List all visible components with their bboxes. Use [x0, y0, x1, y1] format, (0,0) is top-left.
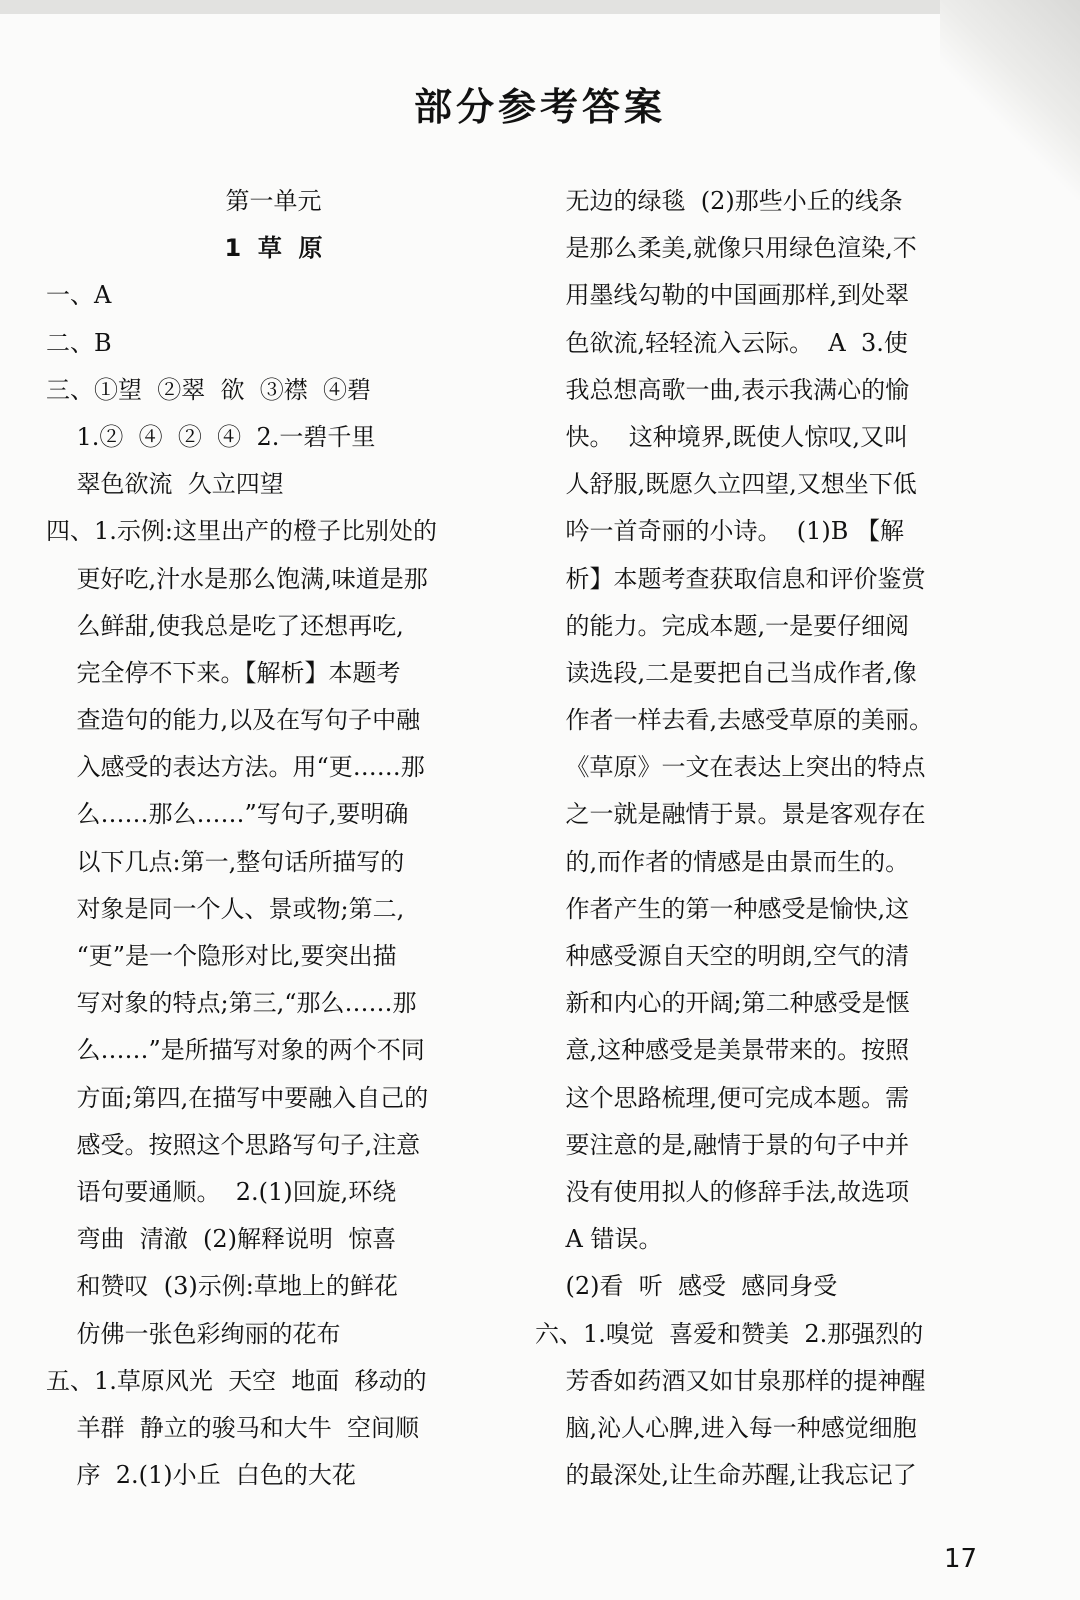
page-number: 17: [944, 1544, 978, 1574]
text-line: 么鲜甜,使我总是吃了还想再吃,: [46, 611, 404, 640]
scan-top-band: [0, 0, 1080, 14]
text-line: 我总想高歌一曲,表示我满心的愉: [535, 375, 910, 404]
page-title: 部分参考答案: [413, 85, 666, 129]
text-line: 的最深处,让生命苏醒,让我忘记了: [535, 1461, 917, 1490]
text-line: 方面;第四,在描写中要融入自己的: [46, 1083, 429, 1112]
text-line: 作者产生的第一种感受是愉快,这: [535, 894, 910, 923]
text-line: 《草原》一文在表达上突出的特点: [535, 753, 926, 782]
text-line: 1.② ④ ② ④ 2.一碧千里: [46, 422, 376, 451]
text-line: 快。 这种境界,既使人惊叹,又叫: [535, 422, 909, 451]
text-line: 仿佛一张色彩绚丽的花布: [46, 1319, 341, 1348]
text-line: 没有使用拟人的修辞手法,故选项: [535, 1177, 910, 1206]
text-line: 脑,沁人心脾,进入每一种感觉细胞: [535, 1413, 917, 1442]
text-line: 要注意的是,融情于景的句子中并: [535, 1130, 910, 1159]
text-line: 析】本题考查获取信息和评价鉴赏: [535, 564, 926, 593]
text-line: 和赞叹 (3)示例:草地上的鲜花: [46, 1272, 398, 1301]
right-column: [535, 178, 985, 1499]
text-line: 弯曲 清澈 (2)解释说明 惊喜: [46, 1225, 397, 1254]
text-line: 四、1.示例:这里出产的橙子比别处的: [46, 517, 437, 546]
text-line: 第一单元: [225, 187, 322, 215]
text-line: 读选段,二是要把自己当成作者,像: [535, 658, 917, 687]
text-line: 种感受源自天空的明朗,空气的清: [535, 942, 910, 970]
text-line: 序 2.(1)小丘 白色的大花: [46, 1461, 356, 1490]
text-line: 对象是同一个人、景或物;第二,: [46, 894, 405, 923]
text-line: 五、1.草原风光 天空 地面 移动的: [46, 1366, 427, 1395]
text-line: 感受。按照这个思路写句子,注意: [46, 1130, 421, 1159]
text-line: 查造句的能力,以及在写句子中融: [46, 706, 421, 735]
text-line: 意,这种感受是美景带来的。按照: [535, 1036, 910, 1065]
text-line: 羊群 静立的骏马和大牛 空间顺: [46, 1413, 420, 1442]
text-line: 以下几点:第一,整句话所描写的: [46, 847, 405, 876]
text-line: 无边的绿毯 (2)那些小丘的线条: [535, 187, 903, 215]
text-line: 芳香如药酒又如甘泉那样的提神醒: [535, 1366, 926, 1395]
text-line: A 错误。: [535, 1225, 663, 1254]
text-line: 完全停不下来。【解析】本题考: [46, 658, 401, 687]
text-line: 是那么柔美,就像只用绿色渲染,不: [535, 234, 917, 263]
left-column: [46, 178, 501, 1499]
text-line: 一、A: [46, 281, 112, 310]
text-line: 三、①望 ②翠 欲 ③襟 ④碧: [46, 375, 372, 404]
text-line: (2)看 听 感受 感同身受: [535, 1272, 838, 1301]
text-line: 色欲流,轻轻流入云际。 A 3.使: [535, 328, 908, 357]
text-line: 语句要通顺。 2.(1)回旋,环绕: [46, 1177, 397, 1206]
text-line: 入感受的表达方法。用“更……那: [46, 753, 425, 782]
text-line: 作者一样去看,去感受草原的美丽。: [535, 706, 934, 735]
text-line: 用墨线勾勒的中国画那样,到处翠: [535, 281, 910, 310]
text-line: 更好吃,汁水是那么饱满,味道是那: [46, 564, 428, 593]
text-line: 的能力。完成本题,一是要仔细阅: [535, 611, 910, 640]
text-line: 吟一首奇丽的小诗。 (1)B 【解: [535, 517, 905, 546]
text-line: 写对象的特点;第三,“那么……那: [46, 989, 417, 1018]
text-line: 么……”是所描写对象的两个不同: [46, 1036, 425, 1065]
text-line: 之一就是融情于景。景是客观存在: [535, 800, 926, 829]
text-line: 六、1.嗅觉 喜爱和赞美 2.那强烈的: [535, 1319, 924, 1348]
text-line: 翠色欲流 久立四望: [46, 470, 284, 499]
text-line: 1 草 原: [224, 234, 323, 263]
text-line: 二、B: [46, 328, 112, 357]
text-line: “更”是一个隐形对比,要突出描: [46, 942, 397, 970]
text-line: 么……那么……”写句子,要明确: [46, 800, 409, 829]
text-line: 的,而作者的情感是由景而生的。: [535, 847, 910, 876]
text-line: 新和内心的开阔;第二种感受是惬: [535, 989, 910, 1018]
text-line: 人舒服,既愿久立四望,又想坐下低: [535, 470, 917, 499]
text-line: 这个思路梳理,便可完成本题。需: [535, 1083, 910, 1112]
